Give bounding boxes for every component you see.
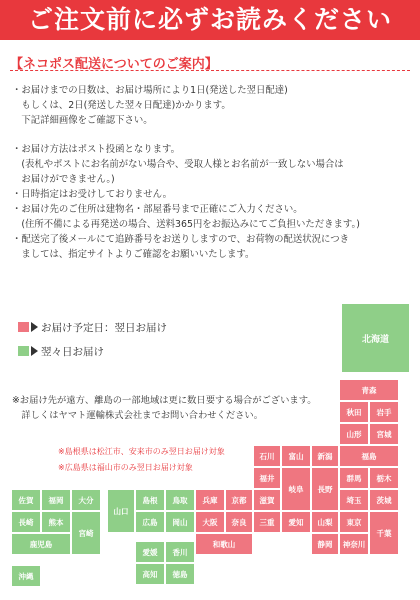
pref-okayama: 岡山 xyxy=(166,512,194,532)
green-swatch xyxy=(18,346,29,356)
pref-osaka: 大阪 xyxy=(196,512,224,532)
pref-gunma: 群馬 xyxy=(340,468,368,488)
pref-kochi: 高知 xyxy=(136,564,164,584)
pref-fukuoka: 福岡 xyxy=(42,490,70,510)
pref-shiga: 滋賀 xyxy=(254,490,280,510)
pref-hokkaido: 北海道 xyxy=(342,304,409,372)
pref-hyogo: 兵庫 xyxy=(196,490,224,510)
note-line: ・配送完了後メールにて追跡番号をお送りしますので、お荷物の配送状況につき xyxy=(12,234,349,245)
pref-nara: 奈良 xyxy=(226,512,252,532)
pref-kanagawa: 神奈川 xyxy=(340,534,368,554)
pref-kyoto: 京都 xyxy=(226,490,252,510)
note-line: ましては、指定サイトよりご確認をお願いいたします。 xyxy=(12,249,255,260)
shipping-notes xyxy=(12,83,412,276)
pref-mie: 三重 xyxy=(254,512,280,532)
red-swatch xyxy=(18,322,29,332)
arrow-icon xyxy=(31,346,38,356)
pref-miyagi: 宮城 xyxy=(370,424,398,444)
pref-okinawa: 沖縄 xyxy=(12,566,40,586)
pref-saitama: 埼玉 xyxy=(340,490,368,510)
pref-ishikawa: 石川 xyxy=(254,446,280,466)
remote-area-note xyxy=(12,393,317,423)
pref-shimane: 島根 xyxy=(136,490,164,510)
note-line: ・お届けまでの日数は、お届け場所により1日(発送した翌日配達) xyxy=(12,85,288,96)
pref-nagano: 長野 xyxy=(312,468,338,510)
heading-divider xyxy=(10,70,410,71)
delivery-method-note xyxy=(12,142,412,262)
note-line: お届けができません。) xyxy=(12,174,115,185)
pref-ehime: 愛媛 xyxy=(136,542,164,562)
pref-oita: 大分 xyxy=(72,490,100,510)
section-heading: 【ネコポス配送についてのご案内】 xyxy=(10,57,218,72)
note-line: ※お届け先が遠方、離島の一部地域は更に数日要する場合がございます。 xyxy=(12,395,317,406)
delivery-days-note xyxy=(12,83,412,128)
pref-aichi: 愛知 xyxy=(282,512,310,532)
pref-kagoshima: 鹿児島 xyxy=(12,534,70,554)
pref-akita: 秋田 xyxy=(340,402,368,422)
legend-next-day-label: お届け予定日：翌日お届け xyxy=(41,322,167,334)
legend-day-after xyxy=(18,344,104,359)
pref-yamanashi: 山梨 xyxy=(312,512,338,532)
legend-day-after-label: 翌々日お届け xyxy=(41,346,104,358)
shimane-note: ※島根県は松江市、安来市のみ翌日お届け対象 xyxy=(58,447,225,456)
pref-shizuoka: 静岡 xyxy=(312,534,338,554)
note-line: (表札やポストにお名前がない場合や、受取人様とお名前が一致しない場合は xyxy=(12,159,344,170)
pref-saga: 佐賀 xyxy=(12,490,40,510)
pref-wakayama: 和歌山 xyxy=(196,534,252,554)
pref-miyazaki: 宮崎 xyxy=(72,512,100,554)
note-line: ・お届け先のご住所は建物名・部屋番号まで正確にご入力ください。 xyxy=(12,204,303,215)
note-line: ・日時指定はお受けしておりません。 xyxy=(12,189,172,200)
pref-tochigi: 栃木 xyxy=(370,468,398,488)
note-line: (住所不備による再発送の場合、送料365円をお振込みにてご負担いただきます。) xyxy=(12,219,360,230)
hiroshima-note: ※広島県は福山市のみ翌日お届け対象 xyxy=(58,463,193,472)
pref-kagawa: 香川 xyxy=(166,542,194,562)
pref-gifu: 岐阜 xyxy=(282,468,310,510)
pref-aomori: 青森 xyxy=(340,380,398,400)
pref-hiroshima: 広島 xyxy=(136,512,164,532)
pref-niigata: 新潟 xyxy=(312,446,338,466)
page-banner: ご注文前に必ずお読みください xyxy=(0,0,420,40)
pref-tokushima: 徳島 xyxy=(166,564,194,584)
pref-iwate: 岩手 xyxy=(370,402,398,422)
pref-kumamoto: 熊本 xyxy=(42,512,70,532)
pref-toyama: 富山 xyxy=(282,446,310,466)
pref-ibaraki: 茨城 xyxy=(370,490,398,510)
note-line: ・お届け方法はポスト投函となります。 xyxy=(12,144,181,155)
pref-nagasaki: 長崎 xyxy=(12,512,40,532)
pref-yamagata: 山形 xyxy=(340,424,368,444)
arrow-icon xyxy=(31,322,38,332)
pref-yamaguchi: 山口 xyxy=(108,490,134,532)
pref-tokyo: 東京 xyxy=(340,512,368,532)
note-line: もしくは、2日(発送した翌々日配達)かかります。 xyxy=(12,100,231,111)
pref-chiba: 千葉 xyxy=(370,512,398,554)
note-line: 下記詳細画像をご確認下さい。 xyxy=(12,115,153,126)
pref-tottori: 鳥取 xyxy=(166,490,194,510)
note-line: 詳しくはヤマト運輸株式会社までお問い合わせください。 xyxy=(12,410,264,421)
pref-fukushima: 福島 xyxy=(340,446,398,466)
legend-next-day xyxy=(18,320,167,335)
pref-fukui: 福井 xyxy=(254,468,280,488)
